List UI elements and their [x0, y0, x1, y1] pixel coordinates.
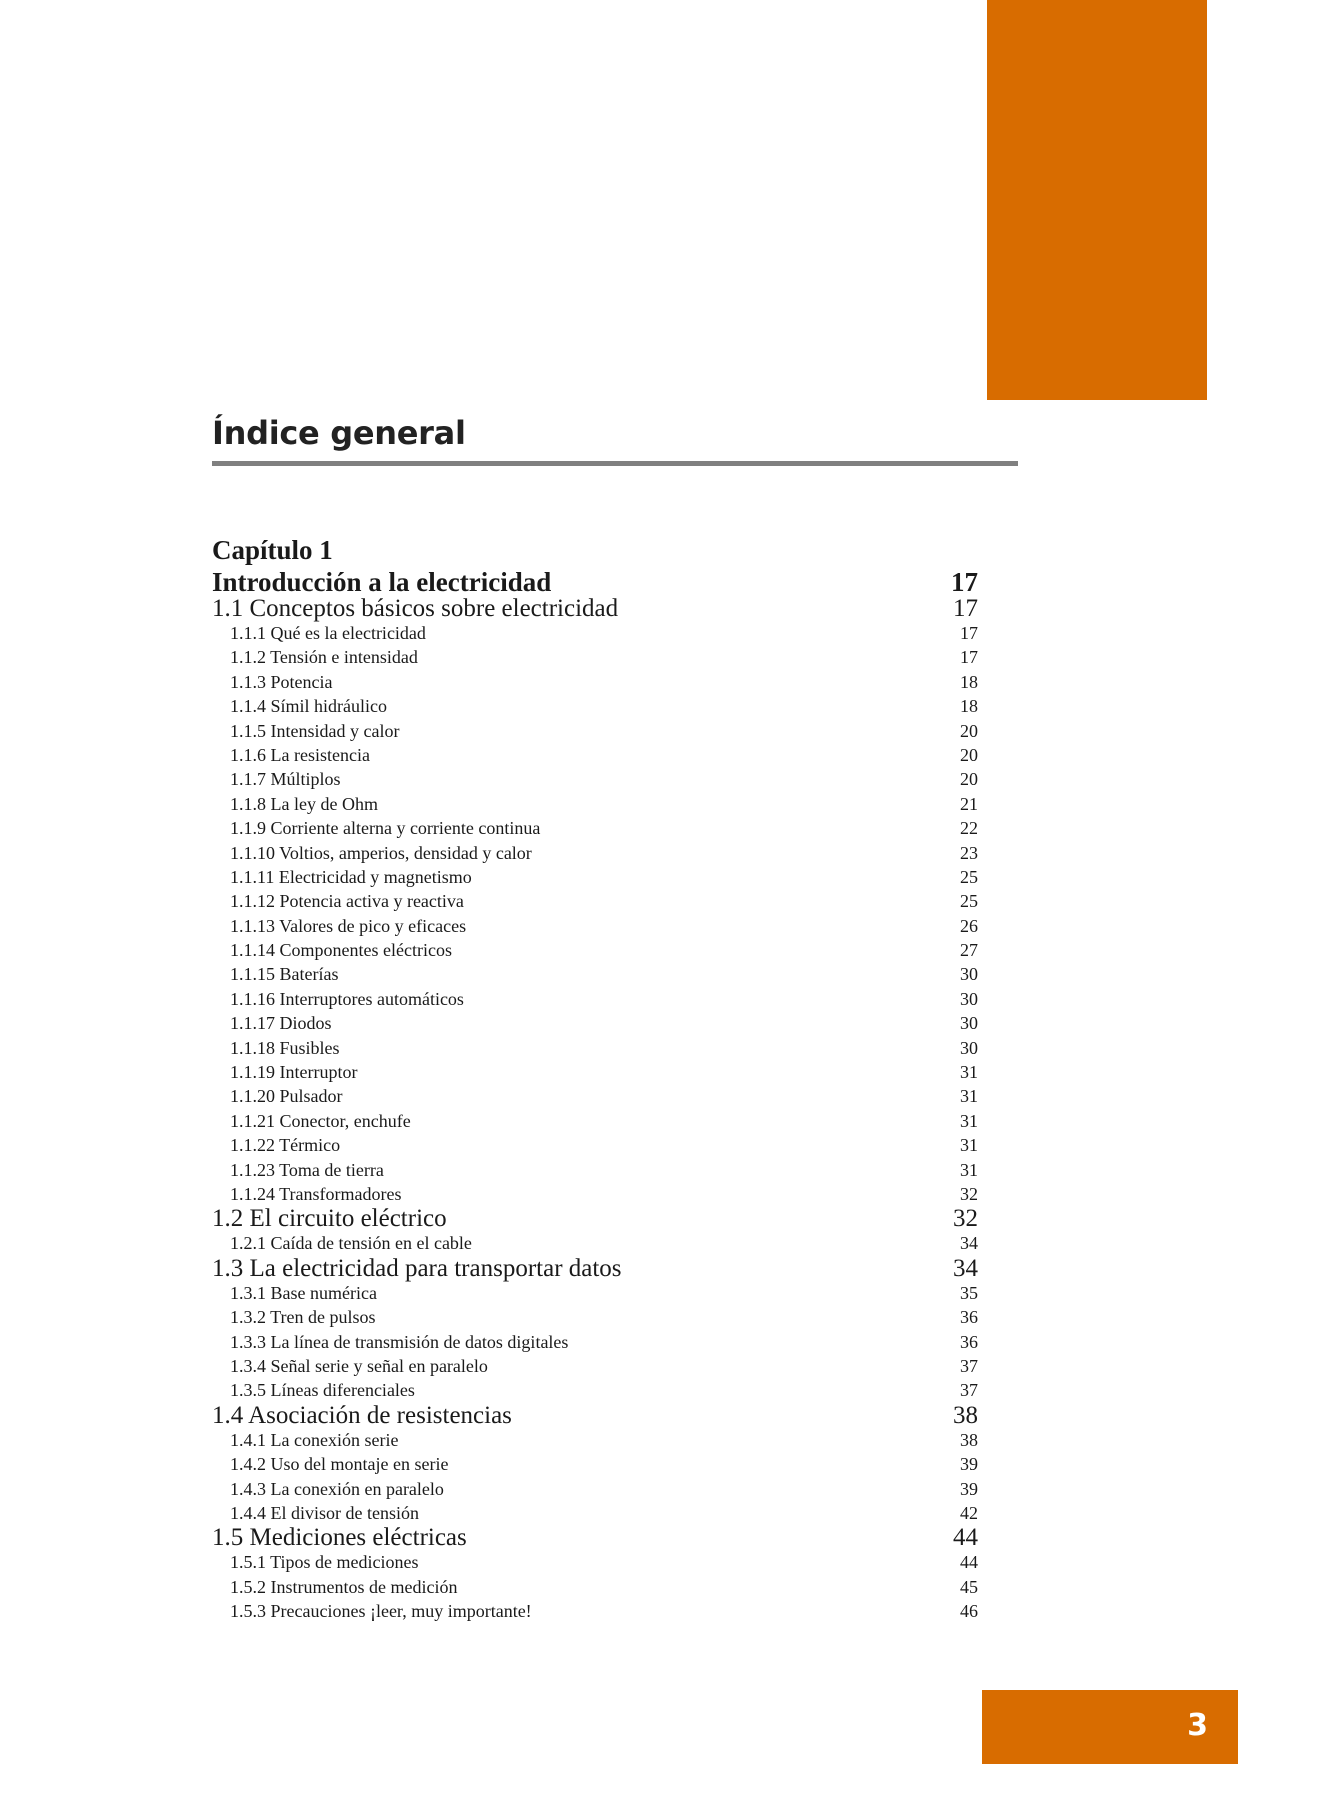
toc-entry-page: 30 — [960, 964, 978, 985]
toc-entry-title: 1.1.7 Múltiplos — [230, 769, 341, 790]
toc-entry-page: 17 — [951, 567, 978, 597]
toc-entry[interactable] — [212, 792, 978, 816]
toc-entry-title: 1.1.18 Fusibles — [230, 1037, 340, 1058]
toc-entry-title: 1.1.2 Tensión e intensidad — [230, 647, 418, 668]
toc-entry-page: 17 — [960, 647, 978, 668]
toc-entry-page: 31 — [960, 1110, 978, 1131]
toc-entry[interactable] — [212, 1109, 978, 1133]
toc-entry-page: 31 — [960, 1086, 978, 1107]
toc-entry[interactable] — [212, 1281, 978, 1305]
toc-entry-title: 1.1.9 Corriente alterna y corriente continua — [230, 818, 541, 839]
toc-entry-title: 1.1.6 La resistencia — [230, 744, 370, 765]
toc-entry-title: 1.1.16 Interruptores automáticos — [230, 988, 464, 1009]
toc-entry-title: 1.4 Asociación de resistencias — [212, 1401, 512, 1429]
toc-entry-title: 1.2 El circuito eléctrico — [212, 1205, 447, 1233]
toc-entry-page: 20 — [960, 720, 978, 741]
toc-entry-title: 1.1.13 Valores de pico y eficaces — [230, 915, 467, 936]
toc-entry-page: 46 — [960, 1601, 978, 1622]
toc-entry-title: 1.1.3 Potencia — [230, 671, 333, 692]
toc-entry[interactable] — [212, 767, 978, 791]
toc-entry-page: 27 — [960, 940, 978, 961]
toc-entry-title: 1.4.2 Uso del montaje en serie — [230, 1454, 449, 1475]
toc-entry-page: 30 — [960, 988, 978, 1009]
toc-entry[interactable] — [212, 1182, 978, 1206]
toc-entry[interactable] — [212, 1231, 978, 1255]
toc-entry-page: 38 — [953, 1401, 978, 1429]
toc-entry-page: 17 — [960, 623, 978, 643]
toc-entry-title: 1.1.23 Toma de tierra — [230, 1159, 384, 1180]
toc-entry-page: 44 — [953, 1524, 978, 1552]
toc-entry-title: 1.5.1 Tipos de mediciones — [230, 1552, 419, 1573]
toc-entry-page: 34 — [953, 1254, 978, 1282]
toc-entry-title: 1.3.2 Tren de pulsos — [230, 1307, 376, 1328]
toc-entry[interactable] — [212, 1133, 978, 1157]
toc-entry-title: 1.1.19 Interruptor — [230, 1062, 358, 1083]
toc-entry-title: 1.5 Mediciones eléctricas — [212, 1524, 467, 1552]
toc-entry-title: 1.1.12 Potencia activa y reactiva — [230, 891, 464, 912]
toc-entry-title: Introducción a la electricidad — [212, 567, 552, 597]
table-of-contents — [212, 535, 978, 1623]
toc-entry[interactable] — [212, 568, 978, 596]
toc-entry[interactable] — [212, 694, 978, 718]
toc-entry[interactable] — [212, 1084, 978, 1108]
toc-entry-page: 39 — [960, 1454, 978, 1475]
toc-entry[interactable] — [212, 1575, 978, 1599]
toc-entry-page: 31 — [960, 1062, 978, 1083]
toc-entry-title: 1.5.3 Precauciones ¡leer, muy importante! — [230, 1601, 532, 1622]
toc-entry-page: 18 — [960, 696, 978, 717]
toc-entry-page: 25 — [960, 866, 978, 887]
title-rule — [212, 461, 1018, 466]
toc-entry-title: 1.1.24 Transformadores — [230, 1183, 402, 1204]
toc-entry[interactable] — [212, 596, 978, 621]
toc-entry[interactable] — [212, 938, 978, 962]
page-number-tab — [982, 1690, 1238, 1764]
toc-entry[interactable] — [212, 645, 978, 669]
toc-entry-title: 1.3 La electricidad para transportar datos — [212, 1254, 622, 1282]
toc-entry-page: 37 — [960, 1355, 978, 1376]
toc-entry-page: 30 — [960, 1037, 978, 1058]
decorative-top-block — [987, 0, 1207, 400]
toc-entry-title: 1.3.5 Líneas diferenciales — [230, 1380, 415, 1401]
toc-entry[interactable] — [212, 1206, 978, 1231]
toc-entry-page: 22 — [960, 818, 978, 839]
toc-entry-title: 1.1.22 Térmico — [230, 1135, 341, 1156]
toc-entry-title: 1.3.1 Base numérica — [230, 1282, 377, 1303]
toc-entry[interactable] — [212, 1501, 978, 1525]
toc-entry-title: 1.4.4 El divisor de tensión — [230, 1502, 419, 1523]
toc-entry-title: 1.1.10 Voltios, amperios, densidad y calor — [230, 842, 532, 863]
toc-entry[interactable] — [212, 743, 978, 767]
toc-entry-page: 17 — [953, 595, 978, 622]
toc-entry[interactable] — [212, 719, 978, 743]
toc-entry-page: 36 — [960, 1307, 978, 1328]
toc-entry-title: 1.1.17 Diodos — [230, 1013, 332, 1034]
toc-entry-page: 32 — [960, 1183, 978, 1204]
toc-entry[interactable] — [212, 816, 978, 840]
toc-entry[interactable] — [212, 1378, 978, 1402]
toc-entry[interactable] — [212, 1036, 978, 1060]
toc-entry[interactable] — [212, 1599, 978, 1623]
toc-entry-title: 1.1.1 Qué es la electricidad — [230, 623, 426, 643]
toc-entry-page: 39 — [960, 1478, 978, 1499]
toc-entry[interactable] — [212, 1256, 978, 1281]
toc-entry-title: 1.1.14 Componentes eléctricos — [230, 940, 452, 961]
toc-entry-page: 35 — [960, 1282, 978, 1303]
toc-entry-title: 1.4.3 La conexión en paralelo — [230, 1478, 444, 1499]
toc-entry-title: 1.1.20 Pulsador — [230, 1086, 343, 1107]
toc-entry-title: 1.1.8 La ley de Ohm — [230, 793, 378, 814]
page-number: 3 — [1187, 1708, 1208, 1743]
toc-entry[interactable] — [212, 670, 978, 694]
toc-entry[interactable] — [212, 1305, 978, 1329]
toc-entry-title: 1.1.15 Baterías — [230, 964, 339, 985]
toc-entry-title: 1.1.11 Electricidad y magnetismo — [230, 866, 472, 887]
toc-entry[interactable] — [212, 1011, 978, 1035]
toc-entry-page: 18 — [960, 671, 978, 692]
toc-entry-title: 1.2.1 Caída de tensión en el cable — [230, 1233, 472, 1254]
toc-entry-title: 1.5.2 Instrumentos de medición — [230, 1576, 458, 1597]
toc-entry[interactable] — [212, 1428, 978, 1452]
toc-entry[interactable] — [212, 1550, 978, 1574]
toc-entry-title: 1.3.3 La línea de transmisión de datos digitales — [230, 1331, 569, 1352]
toc-entry-title: 1.4.1 La conexión serie — [230, 1429, 399, 1450]
toc-entry-page: 42 — [960, 1502, 978, 1523]
toc-entry-page: 31 — [960, 1135, 978, 1156]
toc-entry[interactable] — [212, 914, 978, 938]
toc-entry[interactable] — [212, 621, 978, 645]
toc-entry-page: 30 — [960, 1013, 978, 1034]
toc-entry-page: 20 — [960, 769, 978, 790]
toc-entry-title: 1.1 Conceptos básicos sobre electricidad — [212, 595, 619, 622]
toc-entry[interactable] — [212, 841, 978, 865]
toc-entry-title: 1.1.5 Intensidad y calor — [230, 720, 400, 741]
toc-entry-page: 32 — [953, 1205, 978, 1233]
toc-entry-page: 36 — [960, 1331, 978, 1352]
chapter-label: Capítulo 1 — [212, 535, 333, 565]
toc-entry-title: 1.1.4 Símil hidráulico — [230, 696, 387, 717]
toc-entry-page: 37 — [960, 1380, 978, 1401]
toc-entry-page: 21 — [960, 793, 978, 814]
toc-entry-title: 1.3.4 Señal serie y señal en paralelo — [230, 1355, 488, 1376]
toc-entry[interactable] — [212, 962, 978, 986]
toc-entry[interactable] — [212, 889, 978, 913]
toc-entry-title: 1.1.21 Conector, enchufe — [230, 1110, 411, 1131]
toc-entry[interactable] — [212, 865, 978, 889]
toc-entry[interactable] — [212, 1060, 978, 1084]
toc-entry-page: 23 — [960, 842, 978, 863]
toc-entry[interactable] — [212, 1330, 978, 1354]
toc-entry-page: 44 — [960, 1552, 978, 1573]
toc-entry[interactable] — [212, 1158, 978, 1182]
toc-entry[interactable] — [212, 1403, 978, 1428]
toc-entry-page: 34 — [960, 1233, 978, 1254]
toc-entry-page: 20 — [960, 744, 978, 765]
toc-entry-page: 45 — [960, 1576, 978, 1597]
page-title: Índice general — [212, 414, 466, 452]
toc-entry-page: 38 — [960, 1429, 978, 1450]
toc-entry[interactable] — [212, 1452, 978, 1476]
toc-entry[interactable] — [212, 1525, 978, 1550]
toc-entry-page: 25 — [960, 891, 978, 912]
toc-entries — [212, 568, 978, 1623]
toc-entry[interactable] — [212, 1477, 978, 1501]
toc-entry[interactable] — [212, 1354, 978, 1378]
toc-entry-page: 26 — [960, 915, 978, 936]
toc-entry[interactable] — [212, 987, 978, 1011]
toc-entry-page: 31 — [960, 1159, 978, 1180]
